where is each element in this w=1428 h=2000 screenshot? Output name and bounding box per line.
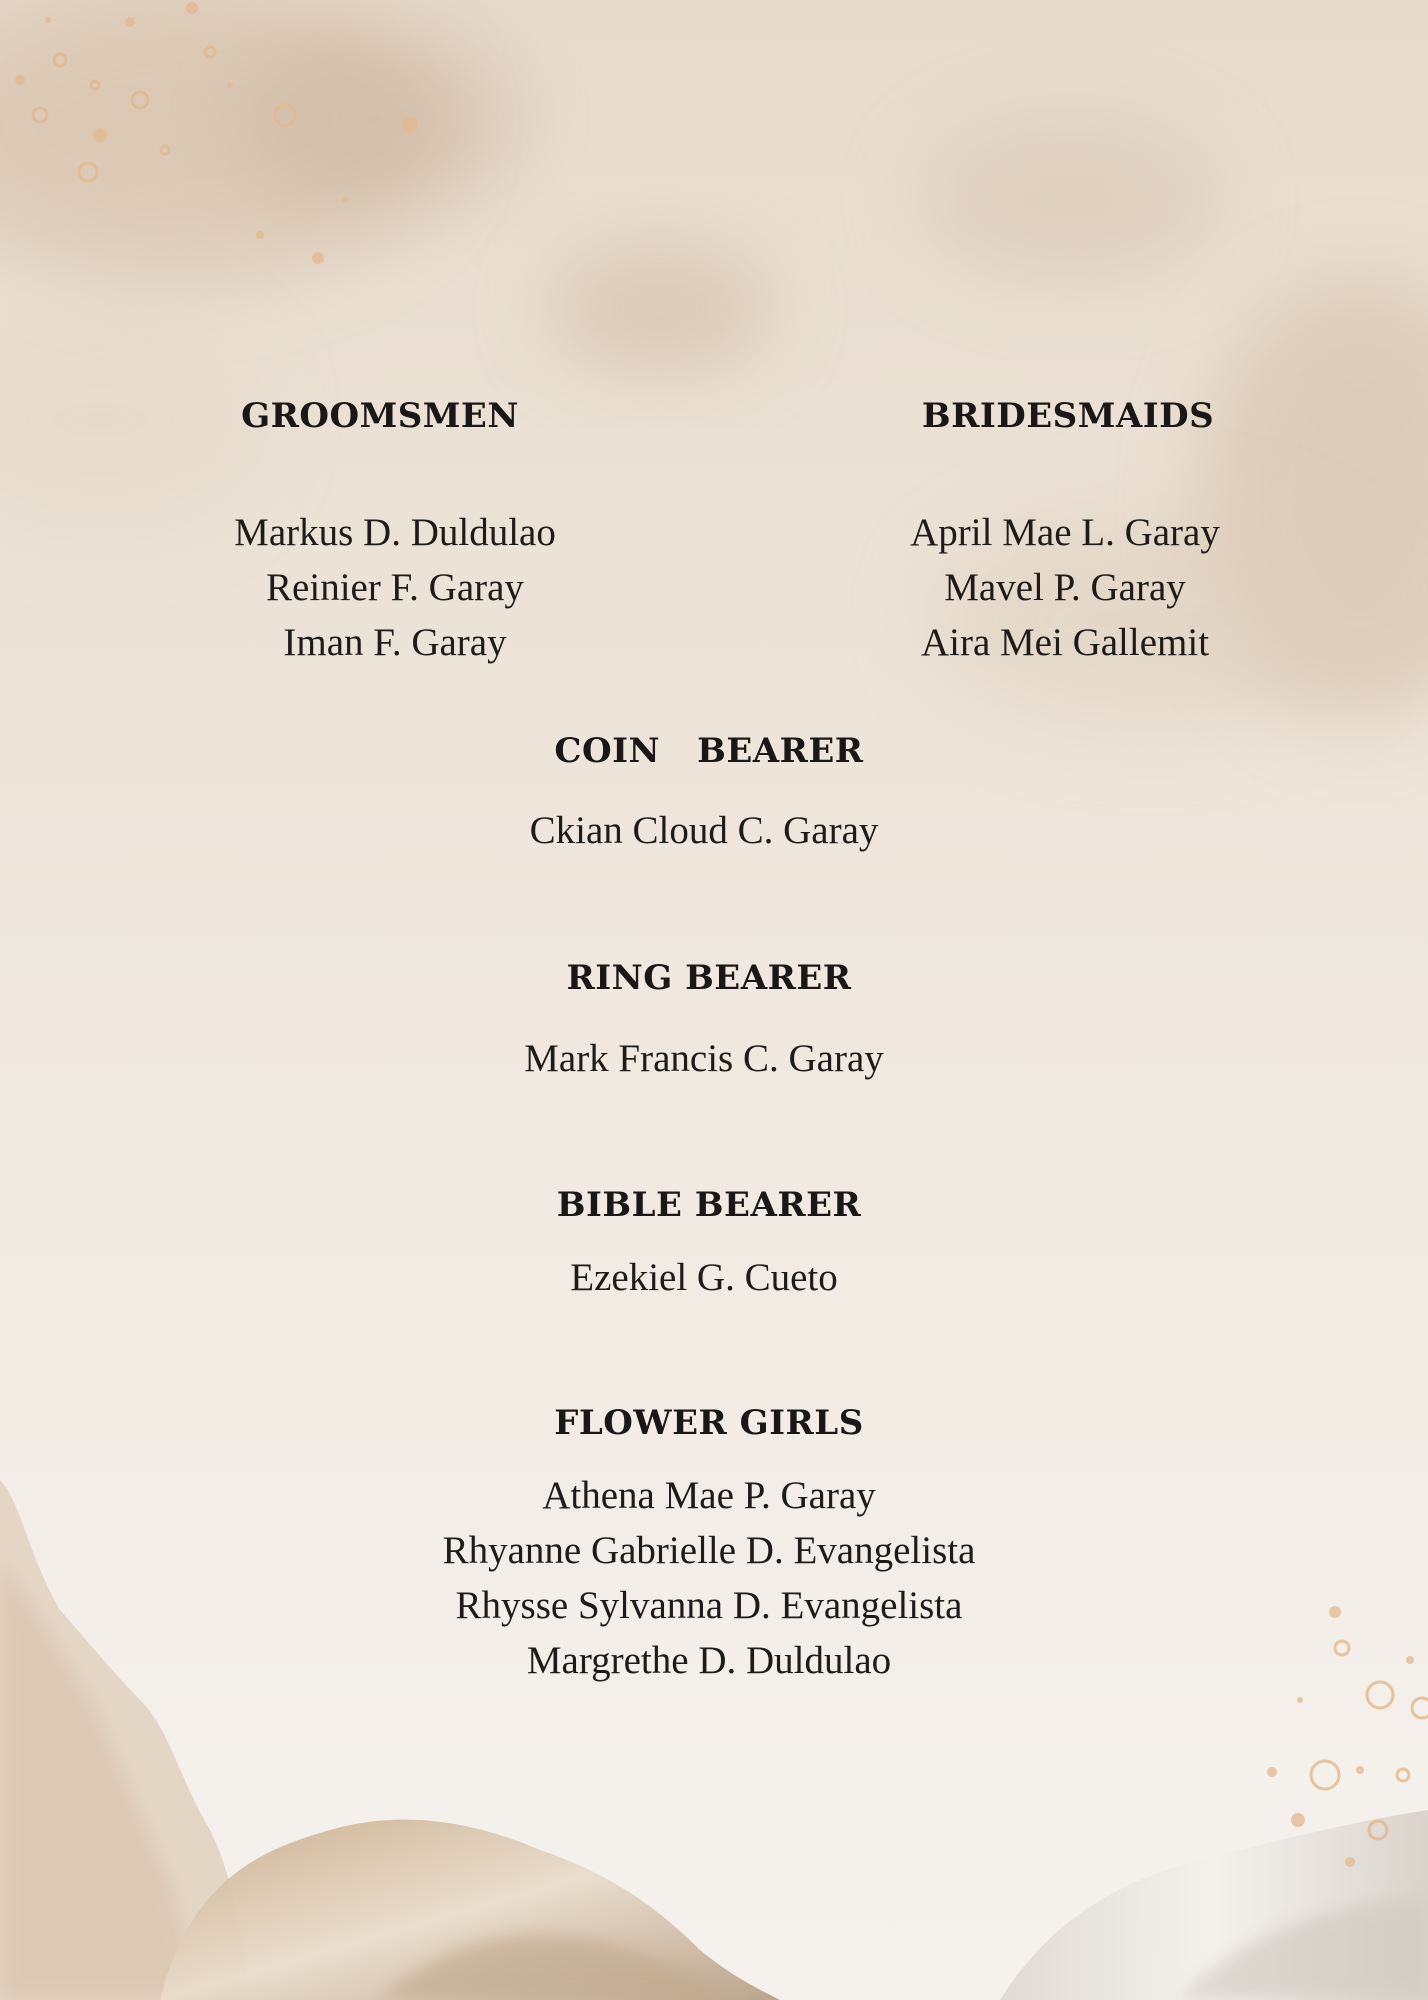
flower-girl-name: Rhyanne Gabrielle D. Evangelista: [442, 1529, 976, 1572]
flower-girls-list: [364, 1468, 1054, 1688]
flower-girl-name: Margrethe D. Duldulao: [526, 1639, 892, 1682]
bridesmaids-list: [830, 505, 1300, 670]
bible-bearer-name: Ezekiel G. Cueto: [570, 1256, 838, 1299]
groomsman-name: Reinier F. Garay: [266, 566, 524, 609]
groomsman-name: Markus D. Duldulao: [234, 511, 556, 554]
coin-bearer-heading: COIN BEARER: [554, 731, 864, 771]
groomsmen-list: [160, 505, 630, 670]
flower-girls-heading: FLOWER GIRLS: [554, 1403, 864, 1443]
bible-bearer-list: [404, 1250, 1004, 1305]
ring-bearer-heading: RING BEARER: [566, 958, 852, 998]
bridesmaids-heading: BRIDESMAIDS: [921, 396, 1215, 436]
bridesmaid-name: April Mae L. Garay: [910, 511, 1220, 554]
ring-bearer-name: Mark Francis C. Garay: [524, 1037, 884, 1080]
flower-girl-name: Athena Mae P. Garay: [542, 1474, 876, 1517]
bridesmaid-name: Mavel P. Garay: [944, 566, 1186, 609]
coin-bearer-list: [404, 803, 1004, 858]
flower-girl-name: Rhysse Sylvanna D. Evangelista: [455, 1584, 963, 1627]
bridesmaid-name: Aira Mei Gallemit: [920, 621, 1210, 664]
groomsmen-heading: GROOMSMEN: [241, 396, 519, 436]
groomsman-name: Iman F. Garay: [283, 621, 507, 664]
coin-bearer-name: Ckian Cloud C. Garay: [529, 809, 879, 852]
bible-bearer-heading: BIBLE BEARER: [556, 1185, 862, 1225]
ring-bearer-list: [404, 1031, 1004, 1086]
